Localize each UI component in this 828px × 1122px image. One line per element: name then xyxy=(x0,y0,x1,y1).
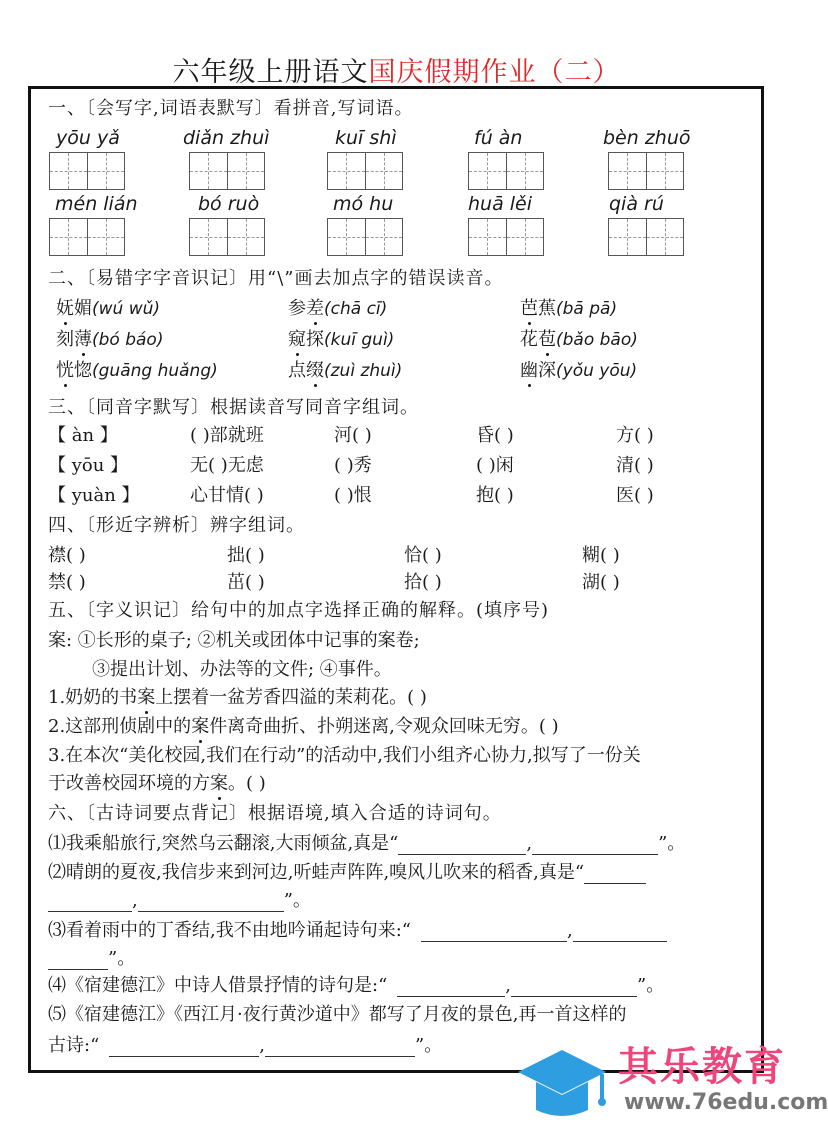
pinyin-label: mén lián xyxy=(55,193,138,215)
brand-name: 其乐教育 xyxy=(618,1044,786,1090)
homophone-blank[interactable]: 方( ) xyxy=(616,425,654,446)
title-holiday: 国庆假期作业（二） xyxy=(368,57,621,88)
poem-question-4[interactable]: ⑷《宿建德江》中诗人借景抒情的诗句是:“ , ”。 xyxy=(48,975,665,996)
poem-blank xyxy=(584,866,646,884)
poem-blank xyxy=(511,979,637,997)
writing-box[interactable] xyxy=(327,152,403,190)
question-5-1[interactable]: 1.奶奶的书案上摆着一盆芳香四溢的茉莉花。( ) xyxy=(48,687,427,708)
pinyin-label: bèn zhuō xyxy=(603,127,691,149)
pronunciation-item[interactable]: 点缀(zuì zhuì) xyxy=(288,360,403,381)
question-5-2[interactable]: 2.这部刑侦剧中的案件离奇曲折、扑朔迷离,令观众回味无穷。( ) xyxy=(48,716,559,737)
poem-question-2-cont[interactable]: , ”。 xyxy=(48,890,311,912)
homophone-blank[interactable]: 抱( ) xyxy=(476,485,514,506)
definition-line: 案: ①长形的桌子; ②机关或团体中记事的案卷; xyxy=(48,630,420,651)
section2-heading: 二、〔易错字字音识记〕用“\”画去加点字的错误读音。 xyxy=(48,268,504,289)
poem-blank xyxy=(532,837,658,855)
writing-box[interactable] xyxy=(468,218,544,256)
poem-blank xyxy=(109,1039,259,1057)
section6-heading: 六、〔古诗词要点背记〕根据语境,填入合适的诗词句。 xyxy=(48,803,502,824)
similar-char-blank[interactable]: 襟( ) xyxy=(48,545,86,566)
pronunciation-item[interactable]: 参差(chā cī) xyxy=(288,298,388,319)
writing-box[interactable] xyxy=(189,218,265,256)
pinyin-label: huā lěi xyxy=(468,193,533,215)
pronunciation-item[interactable]: 窥探(kuī guì) xyxy=(288,329,395,350)
writing-box[interactable] xyxy=(49,152,125,190)
homophone-blank[interactable]: 清( ) xyxy=(616,455,654,476)
writing-box[interactable] xyxy=(468,152,544,190)
poem-blank xyxy=(398,837,526,855)
pronunciation-item[interactable]: 妩媚(wú wǔ) xyxy=(56,298,161,319)
homophone-blank[interactable]: ( )闲 xyxy=(476,455,514,476)
similar-char-blank[interactable]: 湖( ) xyxy=(582,572,620,593)
brand-url: www.76edu.com xyxy=(624,1090,828,1115)
question-5-3-line1: 3.在本次“美化校园,我们在行动”的活动中,我们小组齐心协力,拟写了一份关 xyxy=(48,745,641,766)
pinyin-label: kuī shì xyxy=(335,127,397,149)
pronunciation-item[interactable]: 幽深(yǒu yōu) xyxy=(520,360,638,381)
writing-box[interactable] xyxy=(608,152,684,190)
pronunciation-item[interactable]: 刻薄(bó báo) xyxy=(56,329,164,350)
poem-question-5-line2[interactable]: 古诗:“ , ”。 xyxy=(48,1035,443,1056)
section4-heading: 四、〔形近字辨析〕辨字组词。 xyxy=(48,515,305,536)
similar-char-blank[interactable]: 拾( ) xyxy=(404,572,442,593)
section5-heading: 五、〔字义识记〕给句中的加点字选择正确的解释。(填序号) xyxy=(48,600,550,621)
poem-blank xyxy=(48,894,132,912)
poem-blank xyxy=(421,924,567,942)
homophone-blank[interactable]: 无( )无虑 xyxy=(190,455,264,476)
similar-char-blank[interactable]: 茁( ) xyxy=(227,572,265,593)
homophone-label: 【 yuàn 】 xyxy=(48,485,140,506)
poem-question-3-cont[interactable]: ”。 xyxy=(48,948,135,970)
pronunciation-item[interactable]: 花苞(bǎo bāo) xyxy=(520,329,638,350)
graduation-cap-icon xyxy=(512,1042,616,1122)
poem-blank xyxy=(138,894,284,912)
pinyin-label: mó hu xyxy=(333,193,394,215)
writing-box[interactable] xyxy=(49,218,125,256)
homophone-blank[interactable]: 昏( ) xyxy=(476,425,514,446)
pinyin-label: bó ruò xyxy=(198,193,260,215)
section3-heading: 三、〔同音字默写〕根据读音写同音字组词。 xyxy=(48,397,419,418)
pinyin-label: fú àn xyxy=(474,127,523,149)
poem-blank xyxy=(265,1039,415,1057)
pronunciation-item[interactable]: 芭蕉(bā pā) xyxy=(520,298,618,319)
page-title xyxy=(0,50,793,89)
writing-box[interactable] xyxy=(327,218,403,256)
poem-blank xyxy=(573,924,667,942)
homophone-label: 【 àn 】 xyxy=(48,425,118,446)
homophone-blank[interactable]: ( )秀 xyxy=(334,455,372,476)
homophone-label: 【 yōu 】 xyxy=(48,455,129,476)
title-grade: 六年级上册语文 xyxy=(172,57,369,88)
similar-char-blank[interactable]: 拙( ) xyxy=(227,545,265,566)
writing-box[interactable] xyxy=(189,152,265,190)
pronunciation-item[interactable]: 恍惚(guāng huǎng) xyxy=(56,360,218,381)
homophone-blank[interactable]: 河( ) xyxy=(334,425,372,446)
poem-blank xyxy=(48,952,108,970)
question-5-3-line2[interactable]: 于改善校园环境的方案。( ) xyxy=(48,773,266,794)
homophone-blank[interactable]: 医( ) xyxy=(616,485,654,506)
section1-heading: 一、〔会写字,词语表默写〕看拼音,写词语。 xyxy=(48,98,414,119)
similar-char-blank[interactable]: 禁( ) xyxy=(48,572,86,593)
pinyin-label: yōu yǎ xyxy=(56,127,120,149)
pinyin-label: diǎn zhuì xyxy=(183,127,270,149)
poem-question-2[interactable]: ⑵晴朗的夏夜,我信步来到河边,听蛙声阵阵,嗅风儿吹来的稻香,真是“ xyxy=(48,862,646,884)
similar-char-blank[interactable]: 恰( ) xyxy=(404,545,442,566)
similar-char-blank[interactable]: 糊( ) xyxy=(582,545,620,566)
homophone-blank[interactable]: ( )部就班 xyxy=(190,425,264,446)
poem-question-1[interactable]: ⑴我乘船旅行,突然乌云翻滚,大雨倾盆,真是“ , ”。 xyxy=(48,833,686,854)
homophone-blank[interactable]: ( )恨 xyxy=(334,485,372,506)
definition-line: ③提出计划、办法等的文件; ④事件。 xyxy=(92,659,392,680)
homophone-blank[interactable]: 心甘情( ) xyxy=(190,485,264,506)
poem-question-5-line1: ⑸《宿建德江》《西江月·夜行黄沙道中》都写了月夜的景色,再一首这样的 xyxy=(48,1004,627,1025)
pinyin-label: qià rú xyxy=(609,193,664,215)
poem-blank xyxy=(397,979,505,997)
watermark-logo xyxy=(512,1042,828,1122)
poem-question-3[interactable]: ⑶看着雨中的丁香结,我不由地吟诵起诗句来:“ , xyxy=(48,920,667,942)
writing-box[interactable] xyxy=(608,218,684,256)
